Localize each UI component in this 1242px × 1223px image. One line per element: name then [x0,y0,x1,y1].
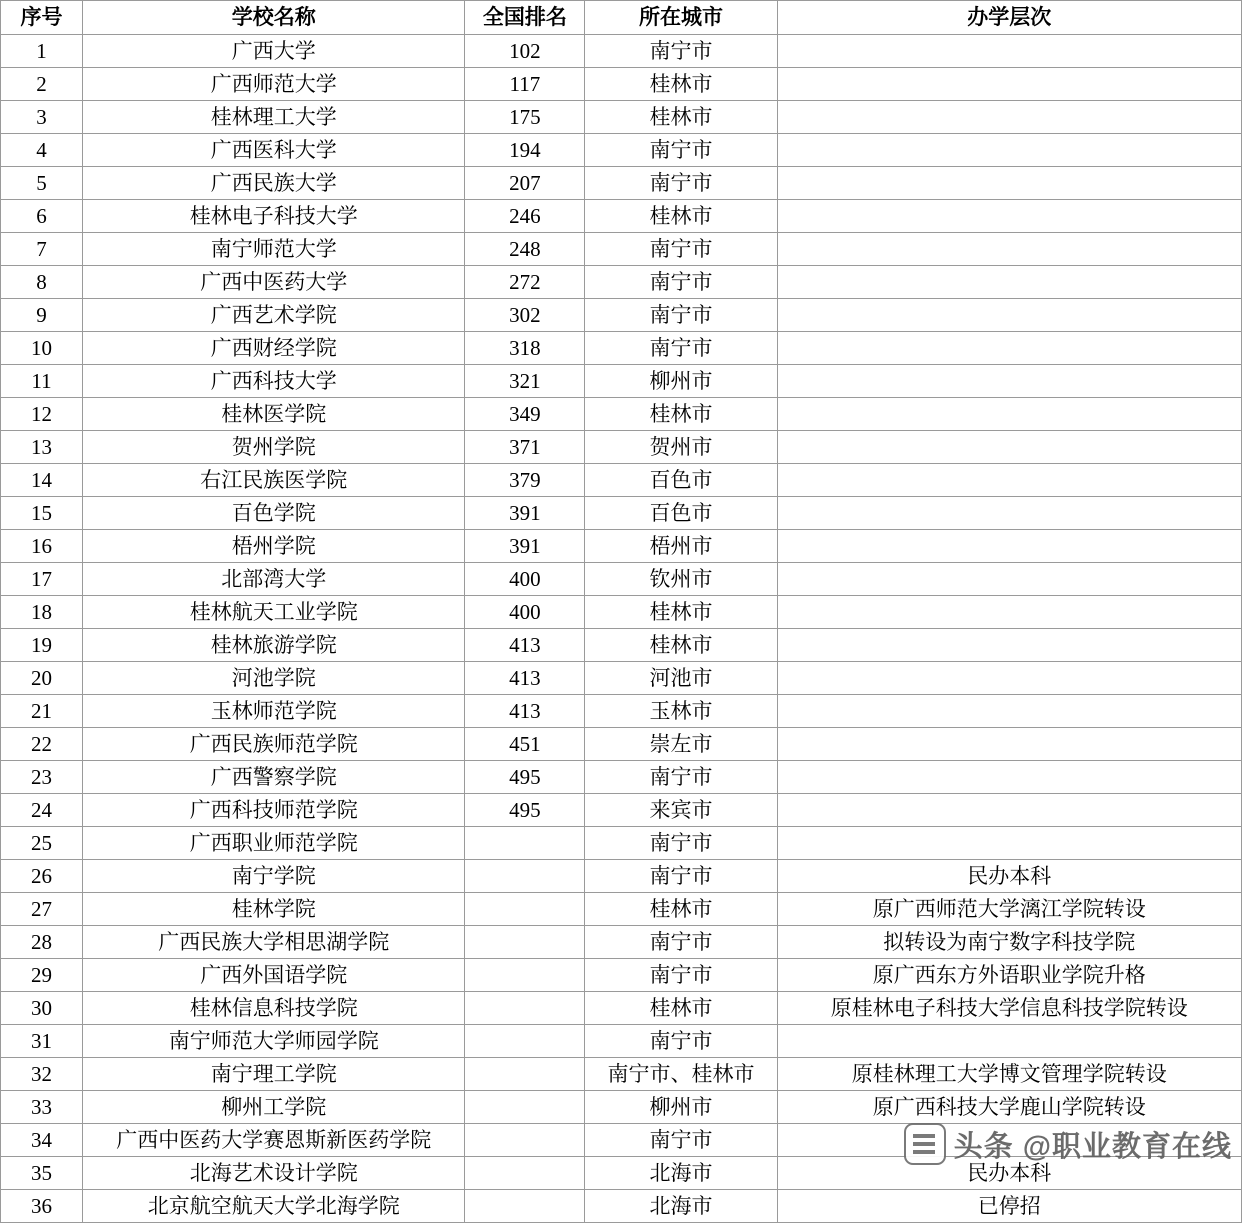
table-row [1,926,1242,959]
column-header-national-rank: 全国排名 [465,1,585,35]
cell-city: 桂林市 [585,992,777,1025]
cell-school-name: 广西大学 [83,35,465,68]
cell-city: 南宁市 [585,959,777,992]
cell-level [777,1025,1241,1058]
cell-school-name: 桂林电子科技大学 [83,200,465,233]
cell-index: 17 [1,563,83,596]
cell-index: 22 [1,728,83,761]
cell-city: 北海市 [585,1157,777,1190]
cell-level: 原桂林理工大学博文管理学院转设 [777,1058,1241,1091]
cell-city: 南宁市 [585,266,777,299]
cell-school-name: 南宁师范大学 [83,233,465,266]
cell-level: 已停招 [777,1190,1241,1223]
cell-index: 2 [1,68,83,101]
table-row [1,1091,1242,1124]
cell-index: 33 [1,1091,83,1124]
cell-city: 桂林市 [585,893,777,926]
cell-school-name: 广西艺术学院 [83,299,465,332]
table-row [1,893,1242,926]
cell-school-name: 南宁学院 [83,860,465,893]
table-header-row [1,1,1242,35]
cell-rank: 272 [465,266,585,299]
cell-school-name: 广西医科大学 [83,134,465,167]
cell-school-name: 桂林理工大学 [83,101,465,134]
cell-city: 南宁市 [585,1025,777,1058]
cell-school-name: 广西民族师范学院 [83,728,465,761]
cell-school-name: 广西科技大学 [83,365,465,398]
table-row [1,1025,1242,1058]
cell-level: 原广西东方外语职业学院升格 [777,959,1241,992]
table-row [1,992,1242,1025]
cell-city: 南宁市 [585,233,777,266]
cell-index: 8 [1,266,83,299]
cell-rank: 379 [465,464,585,497]
cell-level [777,398,1241,431]
cell-level [777,530,1241,563]
cell-index: 18 [1,596,83,629]
cell-level: 原广西科技大学鹿山学院转设 [777,1091,1241,1124]
cell-city: 北海市 [585,1190,777,1223]
cell-school-name: 桂林医学院 [83,398,465,431]
cell-index: 31 [1,1025,83,1058]
table-row [1,530,1242,563]
column-header-school-level: 办学层次 [777,1,1241,35]
cell-school-name: 桂林航天工业学院 [83,596,465,629]
cell-school-name: 广西民族大学 [83,167,465,200]
cell-rank: 349 [465,398,585,431]
cell-level [777,695,1241,728]
cell-index: 16 [1,530,83,563]
cell-rank: 175 [465,101,585,134]
cell-index: 4 [1,134,83,167]
cell-school-name: 广西师范大学 [83,68,465,101]
cell-index: 28 [1,926,83,959]
cell-index: 25 [1,827,83,860]
cell-level [777,35,1241,68]
cell-school-name: 南宁理工学院 [83,1058,465,1091]
cell-index: 30 [1,992,83,1025]
table-row [1,1157,1242,1190]
cell-city: 桂林市 [585,68,777,101]
table-row [1,761,1242,794]
cell-school-name: 广西中医药大学 [83,266,465,299]
table-row [1,299,1242,332]
cell-rank: 413 [465,695,585,728]
cell-index: 15 [1,497,83,530]
cell-rank: 194 [465,134,585,167]
cell-school-name: 柳州工学院 [83,1091,465,1124]
table-row [1,1058,1242,1091]
cell-index: 23 [1,761,83,794]
cell-index: 20 [1,662,83,695]
cell-index: 26 [1,860,83,893]
cell-rank: 102 [465,35,585,68]
cell-rank [465,860,585,893]
cell-school-name: 梧州学院 [83,530,465,563]
cell-rank: 451 [465,728,585,761]
cell-city: 南宁市 [585,134,777,167]
cell-level [777,332,1241,365]
cell-rank: 495 [465,794,585,827]
cell-school-name: 桂林信息科技学院 [83,992,465,1025]
cell-city: 来宾市 [585,794,777,827]
cell-city: 桂林市 [585,596,777,629]
cell-level: 民办本科 [777,1157,1241,1190]
table-row [1,134,1242,167]
cell-level [777,266,1241,299]
cell-school-name: 桂林旅游学院 [83,629,465,662]
cell-school-name: 北部湾大学 [83,563,465,596]
cell-level [777,365,1241,398]
cell-rank [465,1058,585,1091]
table-row [1,728,1242,761]
cell-index: 3 [1,101,83,134]
cell-level [777,497,1241,530]
cell-school-name: 百色学院 [83,497,465,530]
cell-rank: 391 [465,497,585,530]
cell-rank [465,1025,585,1058]
cell-level [777,134,1241,167]
cell-index: 35 [1,1157,83,1190]
table-row [1,101,1242,134]
cell-level: 拟转设为南宁数字科技学院 [777,926,1241,959]
table-row [1,332,1242,365]
table-row [1,497,1242,530]
cell-index: 14 [1,464,83,497]
cell-rank [465,926,585,959]
cell-level: 民办本科 [777,860,1241,893]
cell-city: 玉林市 [585,695,777,728]
table-row [1,1124,1242,1157]
cell-index: 36 [1,1190,83,1223]
cell-rank [465,893,585,926]
cell-index: 19 [1,629,83,662]
cell-level [777,629,1241,662]
cell-rank: 246 [465,200,585,233]
table-row [1,464,1242,497]
cell-rank: 321 [465,365,585,398]
table-row [1,431,1242,464]
cell-city: 南宁市、桂林市 [585,1058,777,1091]
table-row [1,695,1242,728]
cell-level [777,1124,1241,1157]
cell-city: 南宁市 [585,167,777,200]
cell-index: 11 [1,365,83,398]
cell-city: 梧州市 [585,530,777,563]
cell-index: 29 [1,959,83,992]
cell-school-name: 广西外国语学院 [83,959,465,992]
cell-rank: 302 [465,299,585,332]
cell-level [777,200,1241,233]
cell-rank [465,1190,585,1223]
cell-school-name: 广西科技师范学院 [83,794,465,827]
cell-rank [465,959,585,992]
cell-index: 24 [1,794,83,827]
cell-rank [465,1157,585,1190]
cell-rank: 318 [465,332,585,365]
table-row [1,365,1242,398]
cell-index: 12 [1,398,83,431]
cell-rank: 117 [465,68,585,101]
cell-city: 南宁市 [585,35,777,68]
table-row [1,35,1242,68]
table-row [1,860,1242,893]
table-body [1,35,1242,1223]
cell-city: 河池市 [585,662,777,695]
cell-index: 9 [1,299,83,332]
cell-level [777,101,1241,134]
table-row [1,959,1242,992]
cell-school-name: 广西职业师范学院 [83,827,465,860]
cell-city: 桂林市 [585,629,777,662]
cell-rank: 413 [465,662,585,695]
cell-level [777,167,1241,200]
cell-school-name: 河池学院 [83,662,465,695]
cell-level: 原广西师范大学漓江学院转设 [777,893,1241,926]
cell-rank: 371 [465,431,585,464]
cell-rank [465,827,585,860]
table-row [1,167,1242,200]
table-row [1,563,1242,596]
cell-rank: 207 [465,167,585,200]
cell-rank: 391 [465,530,585,563]
cell-city: 南宁市 [585,299,777,332]
cell-rank: 413 [465,629,585,662]
cell-rank: 495 [465,761,585,794]
cell-level: 原桂林电子科技大学信息科技学院转设 [777,992,1241,1025]
table-row [1,794,1242,827]
cell-city: 桂林市 [585,101,777,134]
cell-rank [465,992,585,1025]
column-header-city: 所在城市 [585,1,777,35]
table-row [1,68,1242,101]
cell-school-name: 广西中医药大学赛恩斯新医药学院 [83,1124,465,1157]
cell-level [777,827,1241,860]
cell-index: 7 [1,233,83,266]
cell-index: 5 [1,167,83,200]
cell-level [777,563,1241,596]
cell-index: 34 [1,1124,83,1157]
cell-rank: 400 [465,563,585,596]
cell-city: 崇左市 [585,728,777,761]
cell-level [777,761,1241,794]
cell-city: 贺州市 [585,431,777,464]
cell-index: 1 [1,35,83,68]
cell-index: 13 [1,431,83,464]
cell-index: 21 [1,695,83,728]
cell-school-name: 广西财经学院 [83,332,465,365]
cell-city: 柳州市 [585,365,777,398]
cell-level [777,233,1241,266]
cell-rank: 248 [465,233,585,266]
cell-rank [465,1124,585,1157]
cell-level [777,431,1241,464]
cell-level [777,794,1241,827]
cell-city: 南宁市 [585,1124,777,1157]
cell-city: 南宁市 [585,332,777,365]
cell-school-name: 桂林学院 [83,893,465,926]
cell-level [777,728,1241,761]
cell-city: 南宁市 [585,926,777,959]
cell-level [777,662,1241,695]
table-row [1,629,1242,662]
cell-index: 6 [1,200,83,233]
cell-school-name: 广西警察学院 [83,761,465,794]
cell-city: 柳州市 [585,1091,777,1124]
cell-school-name: 北海艺术设计学院 [83,1157,465,1190]
cell-index: 10 [1,332,83,365]
cell-school-name: 右江民族医学院 [83,464,465,497]
cell-school-name: 广西民族大学相思湖学院 [83,926,465,959]
cell-city: 钦州市 [585,563,777,596]
table-row [1,596,1242,629]
table-row [1,233,1242,266]
cell-city: 百色市 [585,497,777,530]
cell-city: 南宁市 [585,860,777,893]
cell-level [777,464,1241,497]
watermark-text: 头条 @职业教育在线 [953,1130,1232,1163]
cell-index: 27 [1,893,83,926]
cell-rank [465,1091,585,1124]
cell-city: 南宁市 [585,761,777,794]
cell-city: 桂林市 [585,398,777,431]
cell-city: 桂林市 [585,200,777,233]
cell-level [777,68,1241,101]
table-row [1,266,1242,299]
cell-level [777,596,1241,629]
table-row [1,827,1242,860]
cell-level [777,299,1241,332]
table-row [1,1190,1242,1223]
cell-school-name: 贺州学院 [83,431,465,464]
column-header-school-name: 学校名称 [83,1,465,35]
cell-city: 南宁市 [585,827,777,860]
column-header-index: 序号 [1,1,83,35]
cell-city: 百色市 [585,464,777,497]
table-row [1,398,1242,431]
table-row [1,200,1242,233]
cell-index: 32 [1,1058,83,1091]
cell-school-name: 北京航空航天大学北海学院 [83,1190,465,1223]
cell-rank: 400 [465,596,585,629]
cell-school-name: 玉林师范学院 [83,695,465,728]
cell-school-name: 南宁师范大学师园学院 [83,1025,465,1058]
table-row [1,662,1242,695]
